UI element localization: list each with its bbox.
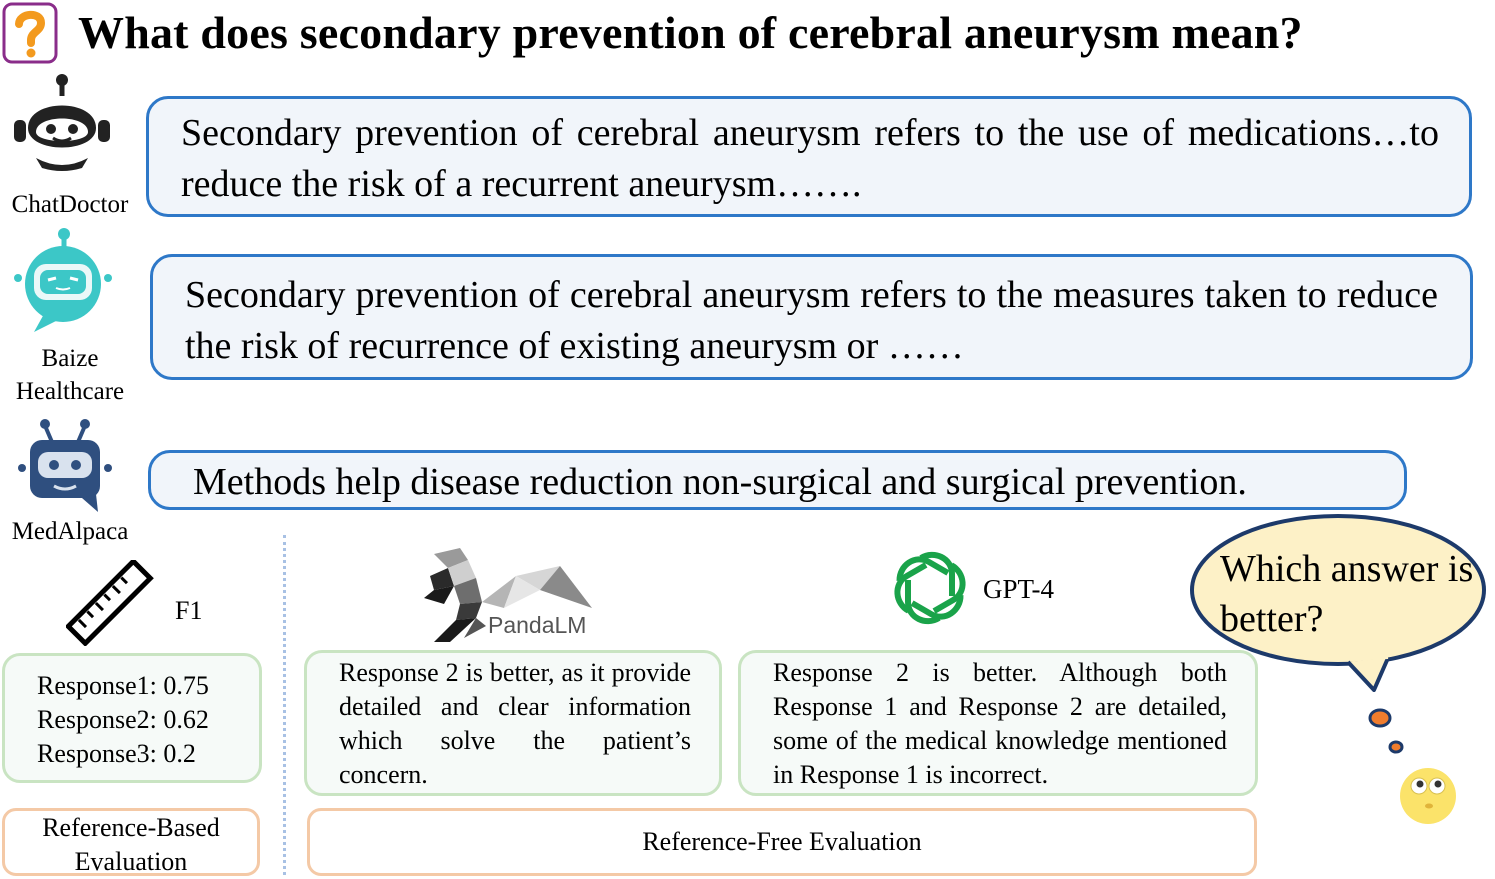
question-title: What does secondary prevention of cerebral aneurysm mean? [78, 7, 1303, 58]
f1-score-response2: Response2: 0.62 [37, 705, 209, 734]
reference-free-label: Reference-Free Evaluation [642, 827, 922, 856]
baize-robot-icon [6, 226, 118, 336]
gpt4-name: GPT-4 [983, 574, 1055, 604]
reference-based-label: Reference-Based Evaluation [42, 813, 220, 876]
medalpaca-response-text: Methods help disease reduction non-surgical and surgical prevention. [193, 461, 1247, 503]
f1-score-response3: Response3: 0.2 [37, 739, 196, 768]
gpt4-verdict-text: Response 2 is better. Although both Response 1 and Response 2 are detailed, some of the medical knowledge mentioned in Response 1 is incorrect. [773, 658, 1227, 789]
pandalm-verdict-box [304, 650, 722, 796]
baize-response-box [150, 254, 1473, 380]
section-divider [283, 535, 286, 875]
f1-score-response1: Response1: 0.75 [37, 671, 209, 700]
chatdoctor-robot-icon [8, 72, 116, 176]
reference-free-label-box [307, 808, 1257, 876]
chatdoctor-response-box [146, 96, 1472, 217]
question-mark-icon [2, 2, 58, 64]
f1-metric-label: F1 [175, 596, 203, 625]
model-label-baize-text: Baize Healthcare [15, 345, 125, 405]
model-label-baize-healthcare [0, 342, 140, 408]
f1-scores-box [2, 653, 262, 783]
model-label-chatdoctor: ChatDoctor [11, 191, 129, 218]
pandalm-verdict-text: Response 2 is better, as it provide detailed and clear information which solve the patient’s concern. [339, 658, 691, 789]
chatdoctor-response-text: Secondary prevention of cerebral aneurysm refers to the use of medications…to reduce the risk of a recurrent aneurysm……. [181, 112, 1439, 205]
gpt4-verdict-box [738, 650, 1258, 796]
thinking-emoji-icon [1398, 764, 1458, 826]
thought-text: Which answer is better? [1220, 548, 1474, 640]
medalpaca-response-box [148, 450, 1407, 510]
thought-dots [1366, 706, 1406, 760]
medalpaca-robot-icon [12, 414, 120, 514]
pandalm-name: PandaLM [488, 612, 587, 638]
model-label-medalpaca: MedAlpaca [11, 518, 129, 545]
ruler-icon [66, 560, 154, 646]
reference-based-label-box [2, 808, 260, 876]
openai-logo-icon [890, 548, 970, 628]
baize-response-text: Secondary prevention of cerebral aneurysm refers to the measures taken to reduce the risk of recurrence of existing aneurysm or …… [185, 274, 1438, 367]
